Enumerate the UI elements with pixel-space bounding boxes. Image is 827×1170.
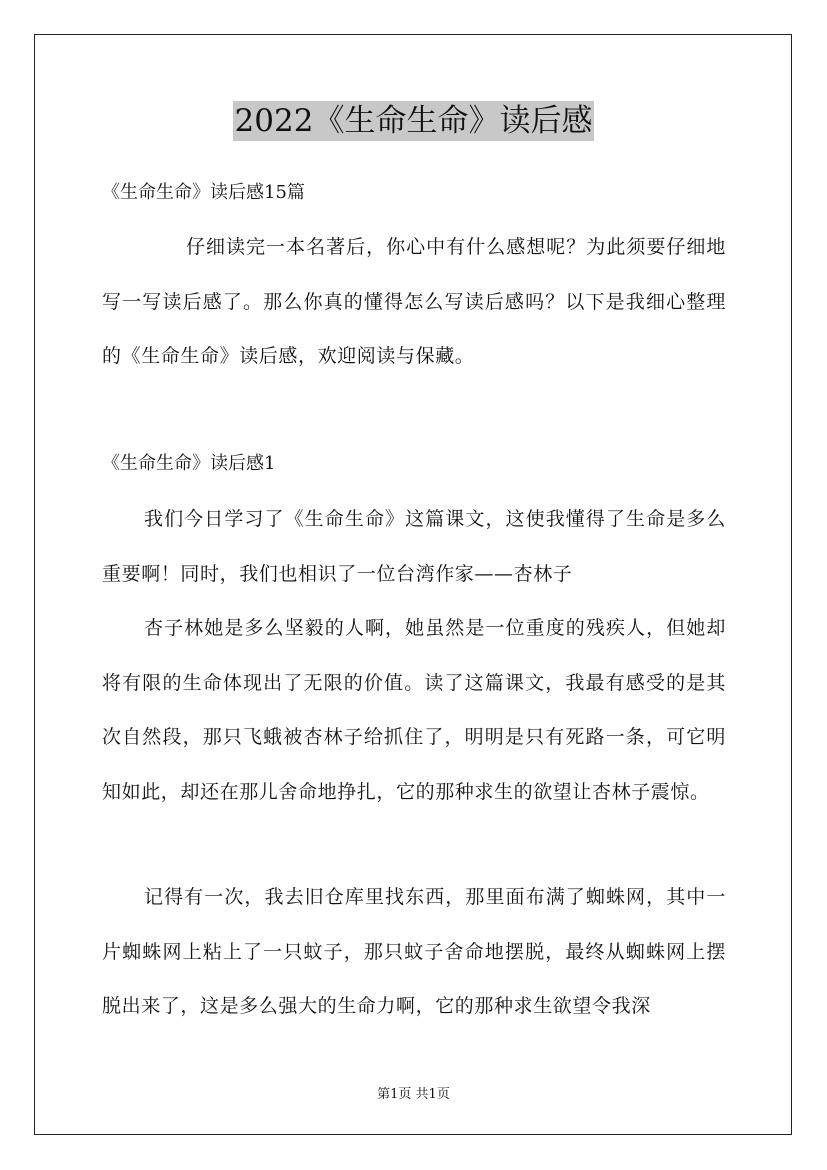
page-footer: 第1页 共1页 — [377, 1087, 450, 1102]
title-container — [0, 101, 827, 141]
body-paragraph-2: 杏子林她是多么坚毅的人啊，她虽然是一位重度的残疾人，但她却将有限的生命体现出了无限的价值。读了这篇课文，我最有感受的是其次自然段，那只飞蛾被杏林子给抓住了，明明是只有死路一条，可它明知如此，却还在那儿舍命地挣扎，它的那种求生的欲望让杏林子震惊。 — [102, 617, 726, 803]
document-title: 2022《生命生命》读后感 — [234, 103, 593, 139]
section-heading: 《生命生命》读后感1 — [102, 453, 276, 474]
body-paragraph-3: 记得有一次，我去旧仓库里找东西，那里面布满了蜘蛛网，其中一片蜘蛛网上粘上了一只蚊子，那只蚊子舍命地摆脱，最终从蜘蛛网上摆脱出来了，这是多么强大的生命力啊，它的那种求生欲望令我深 — [102, 886, 726, 1017]
intro-paragraph: 仔细读完一本名著后，你心中有什么感想呢？为此须要仔细地写一写读后感了。那么你真的懂得怎么写读后感吗？以下是我细心整理的《生命生命》读后感，欢迎阅读与保藏。 — [102, 236, 726, 367]
document-subtitle: 《生命生命》读后感15篇 — [102, 182, 305, 203]
body-paragraph-1: 我们今日学习了《生命生命》这篇课文，这使我懂得了生命是多么重要啊！同时，我们也相识了一位台湾作家——杏林子 — [102, 508, 726, 585]
